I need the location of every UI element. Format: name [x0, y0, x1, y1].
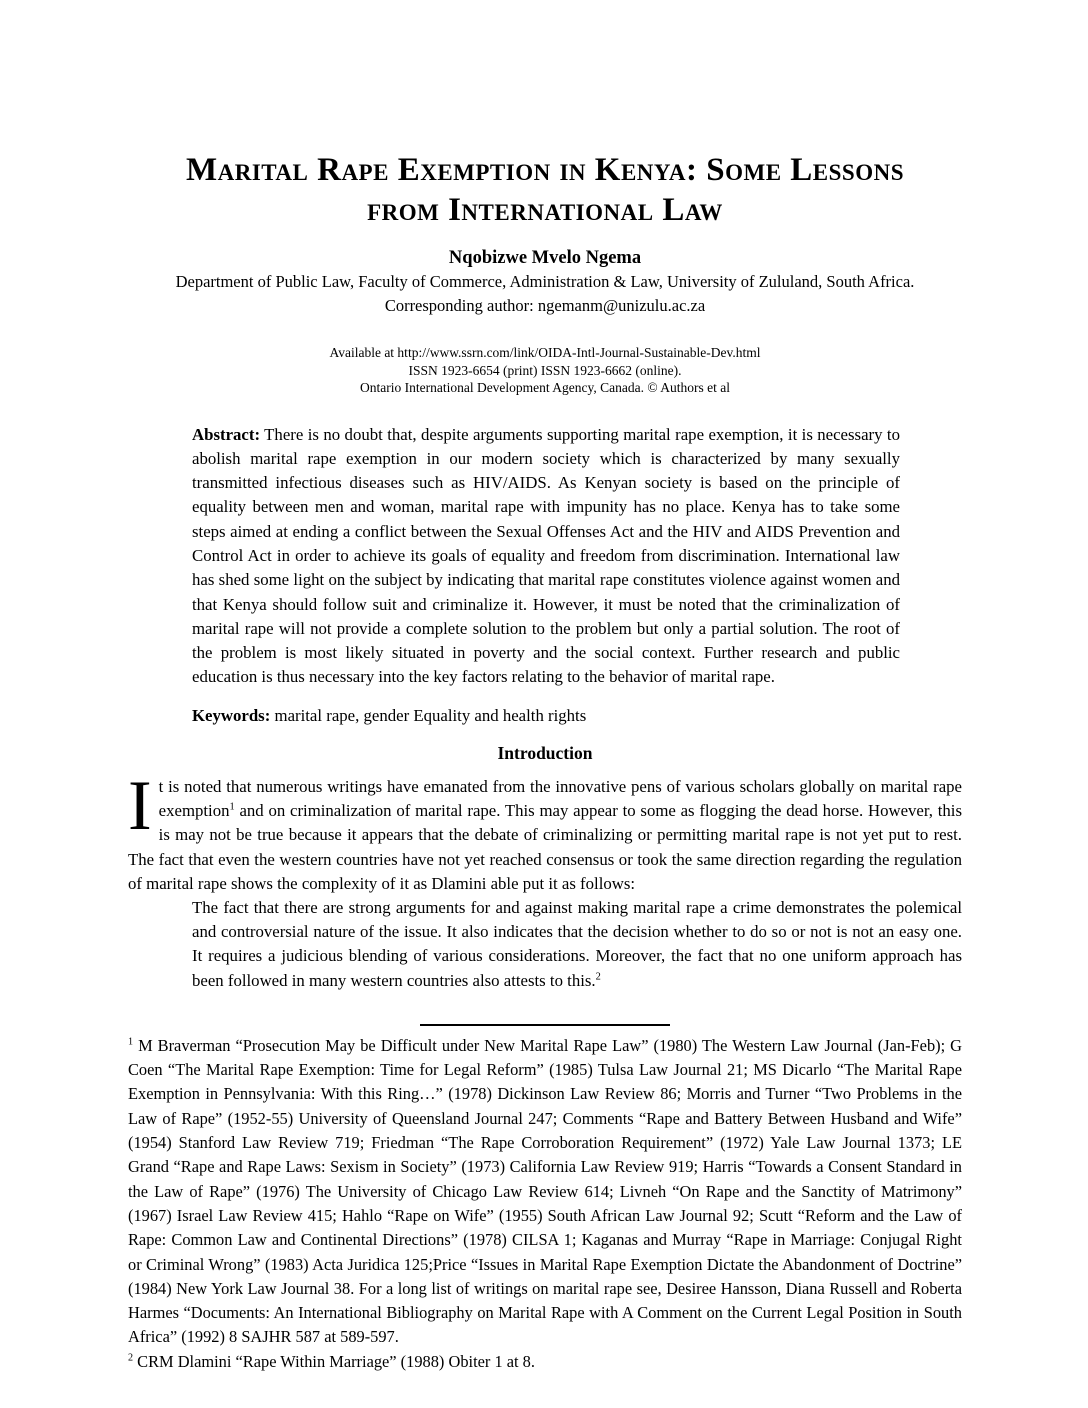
- footnote-ref-1: 1: [229, 801, 235, 813]
- footnote-2-marker: 2: [128, 1352, 134, 1364]
- availability-url: Available at http://www.ssrn.com/link/OIDA-Intl-Journal-Sustainable-Dev.html: [329, 345, 761, 360]
- footnote-2-text: CRM Dlamini “Rape Within Marriage” (1988) Obiter 1 at 8.: [133, 1351, 535, 1371]
- introduction-text-part2: and on criminalization of marital rape. This may appear to some as flogging the dead horse. However, this is may not be true because it appears that the debate of criminalizing or permitting marital rape is not yet put to rest. The fact that even the western countries have not yet reached consensus or took the same direction regarding the regulation of marital rape shows the complexity of it as Dlamini able put it as follows:: [128, 801, 962, 893]
- paper-title-line1: Marital Rape Exemption in Kenya: Some Lessons: [185, 152, 905, 188]
- availability-issn: ISSN 1923-6654 (print) ISSN 1923-6662 (online).: [408, 362, 682, 378]
- drop-cap: I: [128, 767, 152, 846]
- footnote-ref-2: 2: [595, 971, 601, 983]
- abstract-label: Abstract:: [192, 424, 261, 444]
- keywords-text: marital rape, gender Equality and health rights: [274, 705, 587, 725]
- footnote-1-marker: 1: [128, 1036, 134, 1048]
- introduction-heading: Introduction: [497, 743, 593, 764]
- block-quote: [192, 896, 962, 993]
- footnote-1-text: M Braverman “Prosecution May be Difficult under New Marital Rape Law” (1980) The Western Law Journal (Jan-Feb); G Coen “The Marital Rape Exemption: Time for Legal Reform” (1985) Tulsa Law Journal 21; MS Dicarlo “The Marital Rape Exemption in Pennsylvania: With this Ring…” (1978) Dickinson Law Review 86; Morris and Turner “Two Problems in the Law of Rape” (1952-55) University of Queensland Journal 247; Comments “Rape and Battery Between Husband and Wife” (1954) Stanford Law Review 719; Friedman “The Rape Corroboration Requirement” (1972) Yale Law Journal 1373; LE Grand “Rape and Rape Laws: Sexism in Society” (1973) California Law Review 919; Harris “Towards a Consent Standard in the Law of Rape” (1976) The University of Chicago Law Review 614; Livneh “On Rape and the Sanctity of Matrimony” (1967) Israel Law Review 415; Hahlo “Rape on Wife” (1955) South African Law Journal 92; Scutt “Reform and the Law of Rape: Common Law and Continental Directions” (1978) CILSA 1; Kaganas and Murray “Rape in Marriage: Conjugal Right or Criminal Wrong” (1983) Acta Juridica 125;Price “Issues in Marital Rape Exemption Dictate the Abandonment of Doctrine” (1984) New York Law Journal 38. For a long list of writings on marital rape see, Desiree Hansson, Diana Russell and Roberta Harmes “Documents: An International Bibliography on Marital Rape with A Comment on the Current Legal Position in South Africa” (1992) 8 SAJHR 587 at 589-597.: [128, 1035, 962, 1347]
- author-affiliation: Department of Public Law, Faculty of Commerce, Administration & Law, University of Zululand, South Africa.: [175, 272, 915, 291]
- paper-title: [128, 150, 962, 230]
- footnote-1: [128, 1034, 962, 1350]
- block-quote-text: The fact that there are strong arguments for and against making marital rape a crime demonstrates the polemical and controversial nature of the issue. It also indicates that the decision whether to do so or not is not an easy one. It requires a judicious blending of various considerations. Moreover, the fact that no one uniform approach has been followed in many western countries also attests to this.: [192, 898, 962, 990]
- paper-title-line2: from International Law: [367, 192, 723, 228]
- footnote-separator-rule: [420, 1024, 670, 1026]
- footnote-2: [128, 1350, 962, 1374]
- availability-block: [128, 344, 962, 397]
- author-name: Nqobizwe Mvelo Ngema: [448, 248, 642, 268]
- abstract-text: There is no doubt that, despite arguments supporting marital rape exemption, it is necessary to abolish marital rape exemption in our modern society which is characterized by many sexually transmitted infectious diseases such as HIV/AIDS. As Kenyan society is based on the principle of equality between men and woman, marital rape with impunity has no place. Kenya has to take some steps aimed at ending a conflict between the Sexual Offenses Act and the HIV and AIDS Prevention and Control Act in order to achieve its goals of equality and freedom from discrimination. International law has shed some light on the subject by indicating that marital rape constitutes violence against women and that Kenya should follow suit and criminalize it. However, it must be noted that the criminalization of marital rape will not provide a complete solution to the problem but only a partial solution. The root of the problem is most likely situated in poverty and the social context. Further research and public education is thus necessary into the key factors relating to the behavior of marital rape.: [192, 424, 900, 687]
- keywords-line: [192, 704, 900, 728]
- corresponding-author: Corresponding author: ngemanm@unizulu.ac.za: [384, 296, 706, 315]
- introduction-text-part1: t is noted that numerous writings have emanated from the innovative pens of various scholars globally on marital rape exemption: [158, 777, 962, 821]
- introduction-paragraph: [128, 767, 962, 896]
- keywords-label: Keywords:: [192, 705, 271, 725]
- availability-publisher: Ontario International Development Agency, Canada. © Authors et al: [359, 380, 731, 395]
- abstract-paragraph: [192, 423, 900, 690]
